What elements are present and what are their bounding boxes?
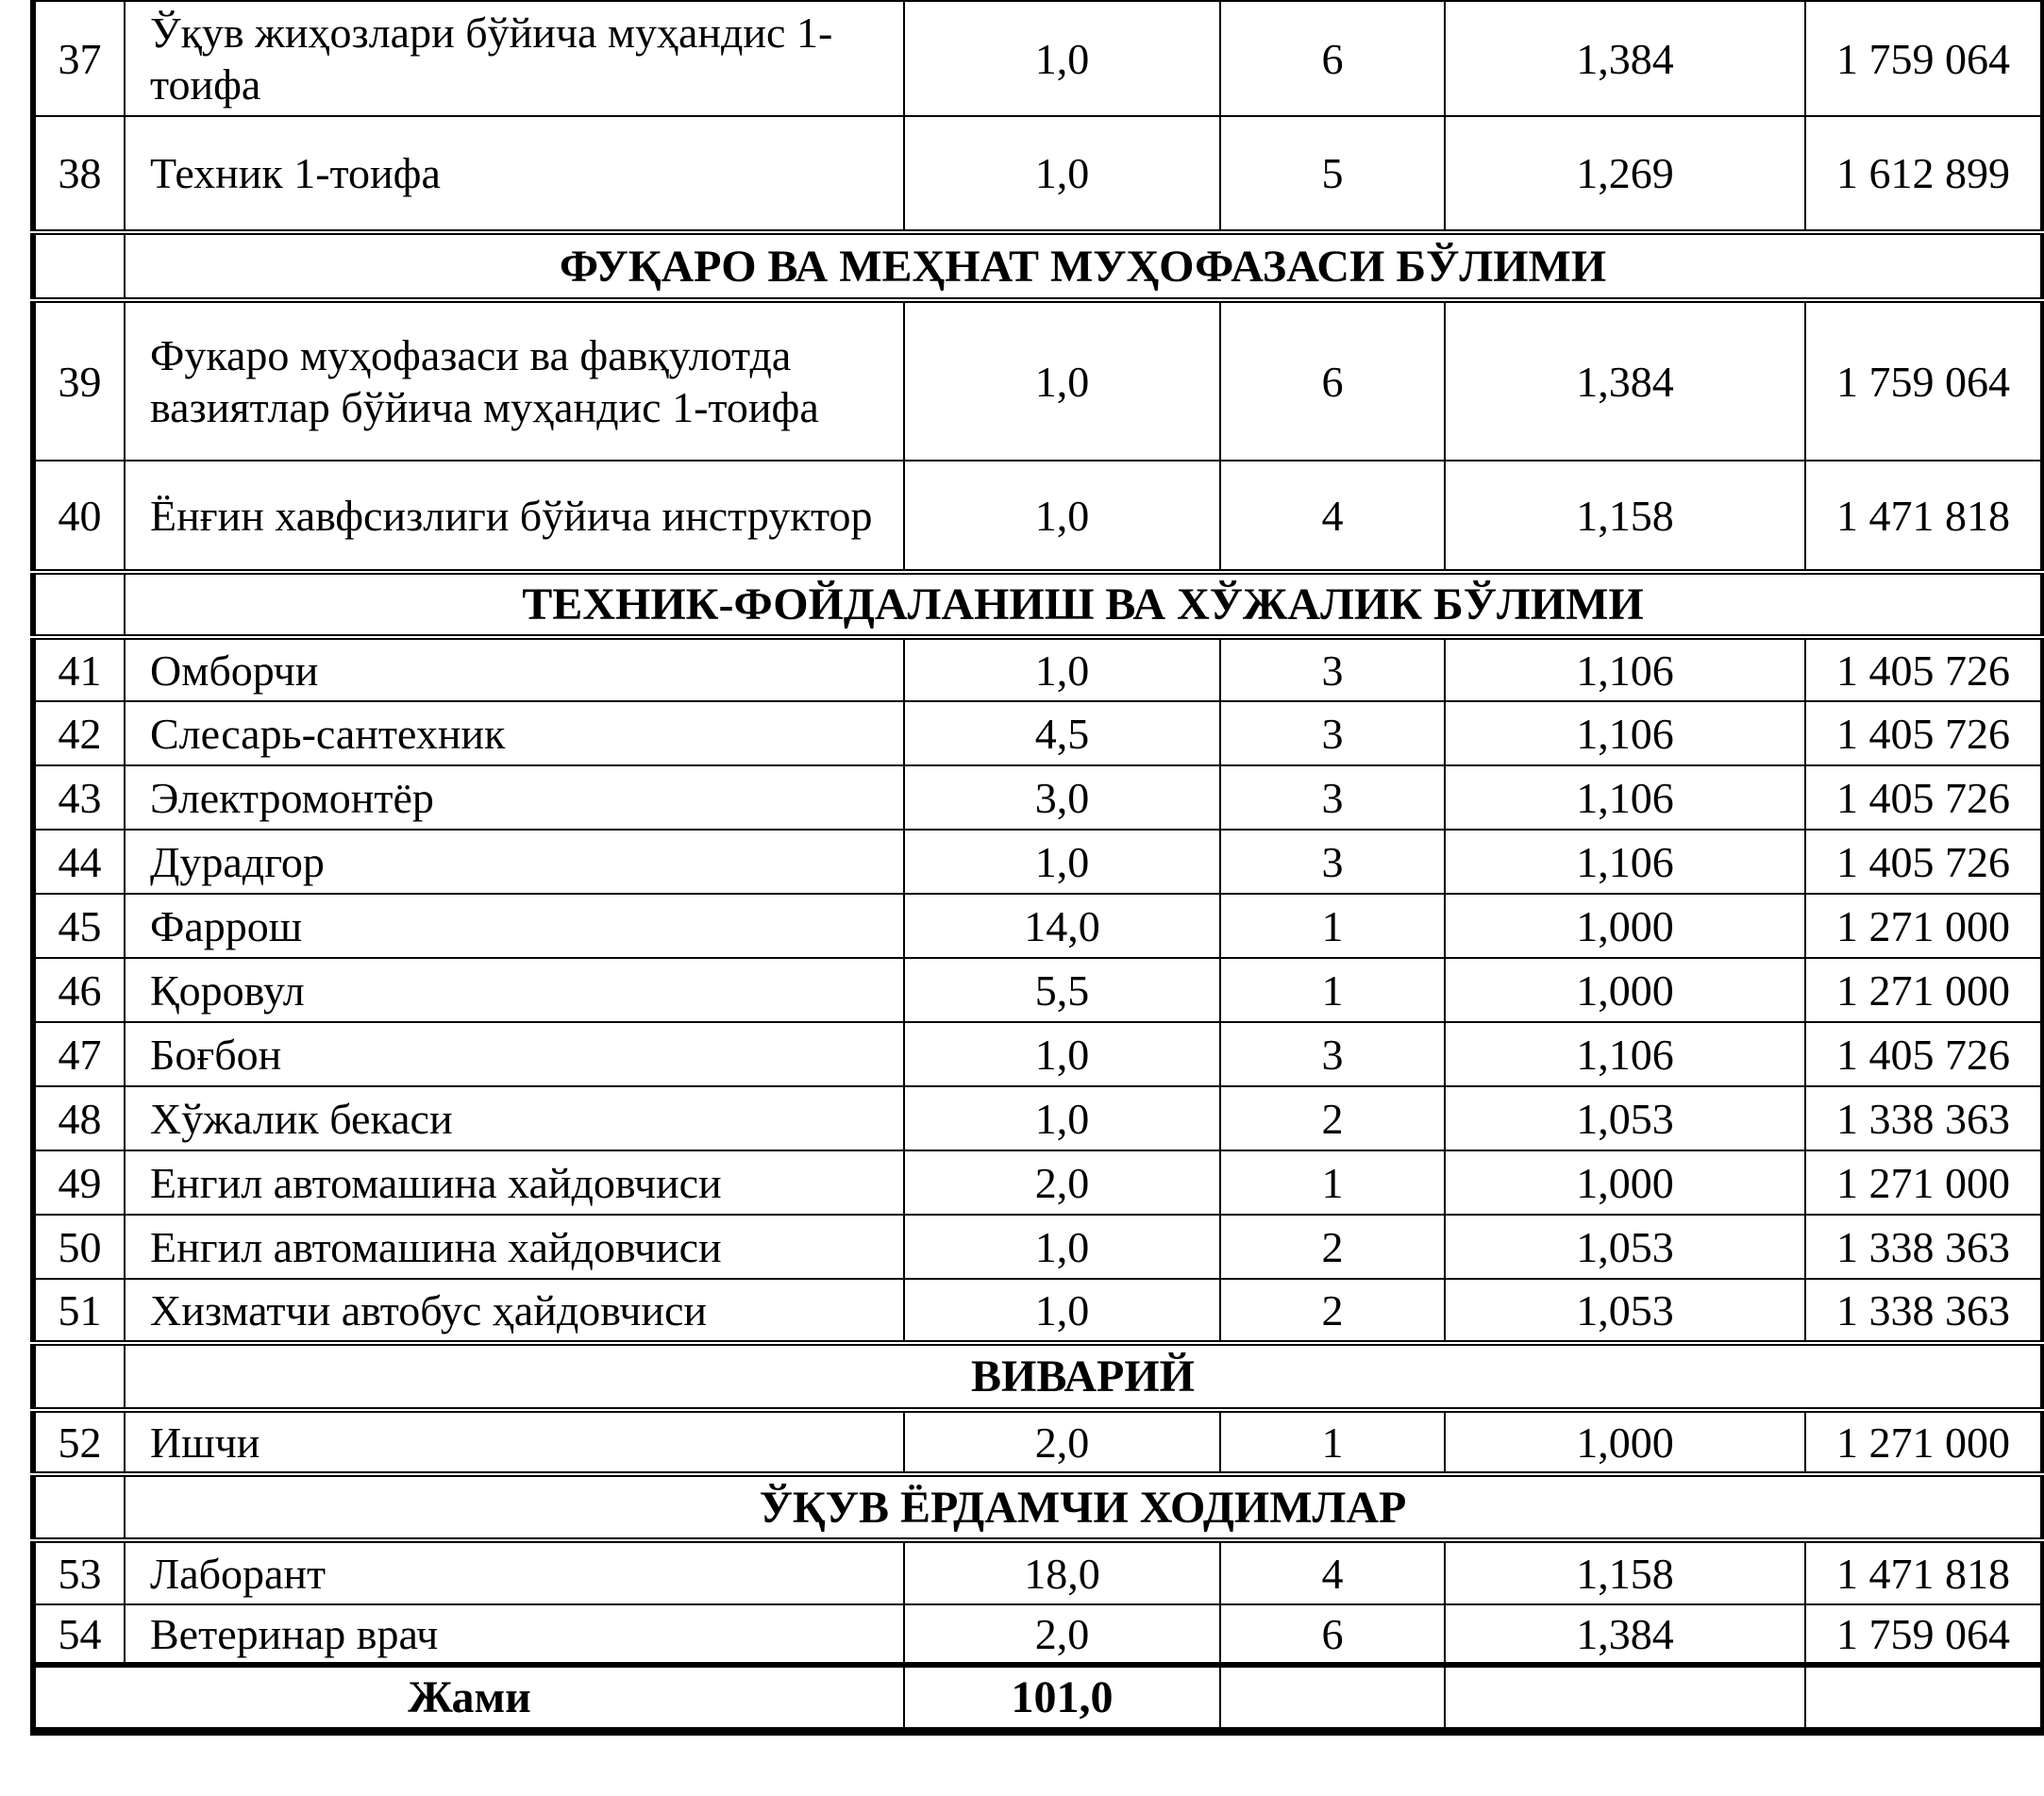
coefficient-cell: 1,384	[1445, 1604, 1805, 1665]
grade-cell: 3	[1220, 1022, 1445, 1086]
coefficient-cell: 1,384	[1445, 1, 1805, 116]
grade-cell: 2	[1220, 1279, 1445, 1343]
salary-cell: 1 271 000	[1805, 1150, 2043, 1215]
staff-count-cell: 1,0	[904, 1279, 1220, 1343]
salary-cell: 1 271 000	[1805, 894, 2043, 958]
table-row	[33, 1410, 2043, 1474]
position-title-cell: Омборчи	[125, 637, 904, 701]
table-row	[33, 701, 2043, 765]
coefficient-cell: 1,106	[1445, 637, 1805, 701]
grade-cell: 4	[1220, 461, 1445, 572]
row-number-cell: 52	[33, 1410, 125, 1474]
position-title-cell: Ветеринар врач	[125, 1604, 904, 1665]
section-header-row	[33, 232, 2043, 300]
staff-count-cell: 2,0	[904, 1604, 1220, 1665]
staffing-table	[30, 0, 2044, 1736]
staff-count-cell: 1,0	[904, 637, 1220, 701]
section-number-cell	[33, 1343, 125, 1410]
grade-cell: 6	[1220, 1, 1445, 116]
section-header-row	[33, 1474, 2043, 1540]
staff-count-cell: 14,0	[904, 894, 1220, 958]
position-title-cell: Ўқув жиҳозлари бўйича муҳандис 1-тоифа	[125, 1, 904, 116]
coefficient-cell: 1,000	[1445, 894, 1805, 958]
position-title-cell: Енгил автомашина хайдовчиси	[125, 1215, 904, 1279]
coefficient-cell: 1,053	[1445, 1086, 1805, 1150]
coefficient-cell: 1,384	[1445, 300, 1805, 461]
row-number-cell: 49	[33, 1150, 125, 1215]
grade-cell: 6	[1220, 300, 1445, 461]
section-number-cell	[33, 572, 125, 637]
position-title-cell: Слесарь-сантехник	[125, 701, 904, 765]
total-coefficient-cell	[1445, 1665, 1805, 1731]
position-title-cell: Электромонтёр	[125, 765, 904, 830]
coefficient-cell: 1,053	[1445, 1279, 1805, 1343]
position-title-cell: Фаррош	[125, 894, 904, 958]
position-title-cell: Ишчи	[125, 1410, 904, 1474]
coefficient-cell: 1,106	[1445, 1022, 1805, 1086]
row-number-cell: 51	[33, 1279, 125, 1343]
table-row	[33, 1022, 2043, 1086]
salary-cell: 1 405 726	[1805, 1022, 2043, 1086]
table-row	[33, 1540, 2043, 1604]
salary-cell: 1 612 899	[1805, 116, 2043, 232]
staff-count-cell: 1,0	[904, 1, 1220, 116]
grade-cell: 1	[1220, 958, 1445, 1022]
grade-cell: 6	[1220, 1604, 1445, 1665]
row-number-cell: 45	[33, 894, 125, 958]
position-title-cell: Қоровул	[125, 958, 904, 1022]
salary-cell: 1 405 726	[1805, 765, 2043, 830]
staff-count-cell: 1,0	[904, 1215, 1220, 1279]
grade-cell: 2	[1220, 1215, 1445, 1279]
coefficient-cell: 1,106	[1445, 765, 1805, 830]
row-number-cell: 43	[33, 765, 125, 830]
coefficient-cell: 1,158	[1445, 461, 1805, 572]
total-label-cell: Жами	[33, 1665, 904, 1731]
row-number-cell: 40	[33, 461, 125, 572]
section-number-cell	[33, 232, 125, 300]
section-header-cell: ВИВАРИЙ	[125, 1343, 2043, 1410]
total-count-cell: 101,0	[904, 1665, 1220, 1731]
table-row	[33, 461, 2043, 572]
staff-count-cell: 2,0	[904, 1410, 1220, 1474]
row-number-cell: 37	[33, 1, 125, 116]
position-title-cell: Фукаро муҳофазаси ва фавқулотда вазиятлар бўйича муҳандис 1-тоифа	[125, 300, 904, 461]
total-salary-cell	[1805, 1665, 2043, 1731]
salary-cell: 1 338 363	[1805, 1215, 2043, 1279]
staff-count-cell: 1,0	[904, 116, 1220, 232]
section-header-cell: ТЕХНИК-ФОЙДАЛАНИШ ВА ХЎЖАЛИК БЎЛИМИ	[125, 572, 2043, 637]
row-number-cell: 38	[33, 116, 125, 232]
position-title-cell: Енгил автомашина хайдовчиси	[125, 1150, 904, 1215]
row-number-cell: 44	[33, 830, 125, 894]
section-header-row	[33, 572, 2043, 637]
table-row	[33, 894, 2043, 958]
grade-cell: 1	[1220, 1150, 1445, 1215]
grade-cell: 3	[1220, 701, 1445, 765]
table-row	[33, 116, 2043, 232]
position-title-cell: Техник 1-тоифа	[125, 116, 904, 232]
staffing-table-body	[33, 1, 2043, 1731]
table-row	[33, 1604, 2043, 1665]
staff-count-cell: 5,5	[904, 958, 1220, 1022]
staff-count-cell: 1,0	[904, 1086, 1220, 1150]
staff-count-cell: 1,0	[904, 461, 1220, 572]
coefficient-cell: 1,000	[1445, 1410, 1805, 1474]
salary-cell: 1 405 726	[1805, 637, 2043, 701]
salary-cell: 1 759 064	[1805, 1, 2043, 116]
coefficient-cell: 1,106	[1445, 701, 1805, 765]
coefficient-cell: 1,000	[1445, 958, 1805, 1022]
position-title-cell: Дурадгор	[125, 830, 904, 894]
salary-cell: 1 471 818	[1805, 461, 2043, 572]
section-header-row	[33, 1343, 2043, 1410]
salary-cell: 1 405 726	[1805, 830, 2043, 894]
coefficient-cell: 1,000	[1445, 1150, 1805, 1215]
table-row	[33, 830, 2043, 894]
total-row	[33, 1665, 2043, 1731]
position-title-cell: Ёнғин хавфсизлиги бўйича инструктор	[125, 461, 904, 572]
row-number-cell: 50	[33, 1215, 125, 1279]
table-row	[33, 1215, 2043, 1279]
table-row	[33, 1, 2043, 116]
salary-cell: 1 759 064	[1805, 300, 2043, 461]
coefficient-cell: 1,269	[1445, 116, 1805, 232]
position-title-cell: Хўжалик бекаси	[125, 1086, 904, 1150]
row-number-cell: 39	[33, 300, 125, 461]
table-row	[33, 765, 2043, 830]
table-row	[33, 1279, 2043, 1343]
salary-cell: 1 271 000	[1805, 1410, 2043, 1474]
salary-cell: 1 338 363	[1805, 1086, 2043, 1150]
salary-cell: 1 471 818	[1805, 1540, 2043, 1604]
position-title-cell: Боғбон	[125, 1022, 904, 1086]
section-number-cell	[33, 1474, 125, 1540]
row-number-cell: 53	[33, 1540, 125, 1604]
staff-count-cell: 3,0	[904, 765, 1220, 830]
row-number-cell: 41	[33, 637, 125, 701]
grade-cell: 1	[1220, 1410, 1445, 1474]
section-header-cell: ФУҚАРО ВА МЕҲНАТ МУҲОФАЗАСИ БЎЛИМИ	[125, 232, 2043, 300]
grade-cell: 2	[1220, 1086, 1445, 1150]
position-title-cell: Хизматчи автобус ҳайдовчиси	[125, 1279, 904, 1343]
grade-cell: 4	[1220, 1540, 1445, 1604]
row-number-cell: 48	[33, 1086, 125, 1150]
position-title-cell: Лаборант	[125, 1540, 904, 1604]
grade-cell: 3	[1220, 830, 1445, 894]
row-number-cell: 47	[33, 1022, 125, 1086]
salary-cell: 1 405 726	[1805, 701, 2043, 765]
table-row	[33, 1086, 2043, 1150]
total-grade-cell	[1220, 1665, 1445, 1731]
grade-cell: 3	[1220, 637, 1445, 701]
row-number-cell: 42	[33, 701, 125, 765]
section-header-cell: ЎҚУВ ЁРДАМЧИ ХОДИМЛАР	[125, 1474, 2043, 1540]
table-row	[33, 958, 2043, 1022]
row-number-cell: 46	[33, 958, 125, 1022]
salary-cell: 1 271 000	[1805, 958, 2043, 1022]
staff-count-cell: 18,0	[904, 1540, 1220, 1604]
salary-cell: 1 759 064	[1805, 1604, 2043, 1665]
grade-cell: 1	[1220, 894, 1445, 958]
staff-count-cell: 1,0	[904, 830, 1220, 894]
salary-cell: 1 338 363	[1805, 1279, 2043, 1343]
grade-cell: 3	[1220, 765, 1445, 830]
table-row	[33, 300, 2043, 461]
table-row	[33, 1150, 2043, 1215]
staff-count-cell: 1,0	[904, 300, 1220, 461]
coefficient-cell: 1,106	[1445, 830, 1805, 894]
coefficient-cell: 1,053	[1445, 1215, 1805, 1279]
row-number-cell: 54	[33, 1604, 125, 1665]
staff-count-cell: 4,5	[904, 701, 1220, 765]
staff-count-cell: 2,0	[904, 1150, 1220, 1215]
staff-count-cell: 1,0	[904, 1022, 1220, 1086]
grade-cell: 5	[1220, 116, 1445, 232]
coefficient-cell: 1,158	[1445, 1540, 1805, 1604]
table-row	[33, 637, 2043, 701]
